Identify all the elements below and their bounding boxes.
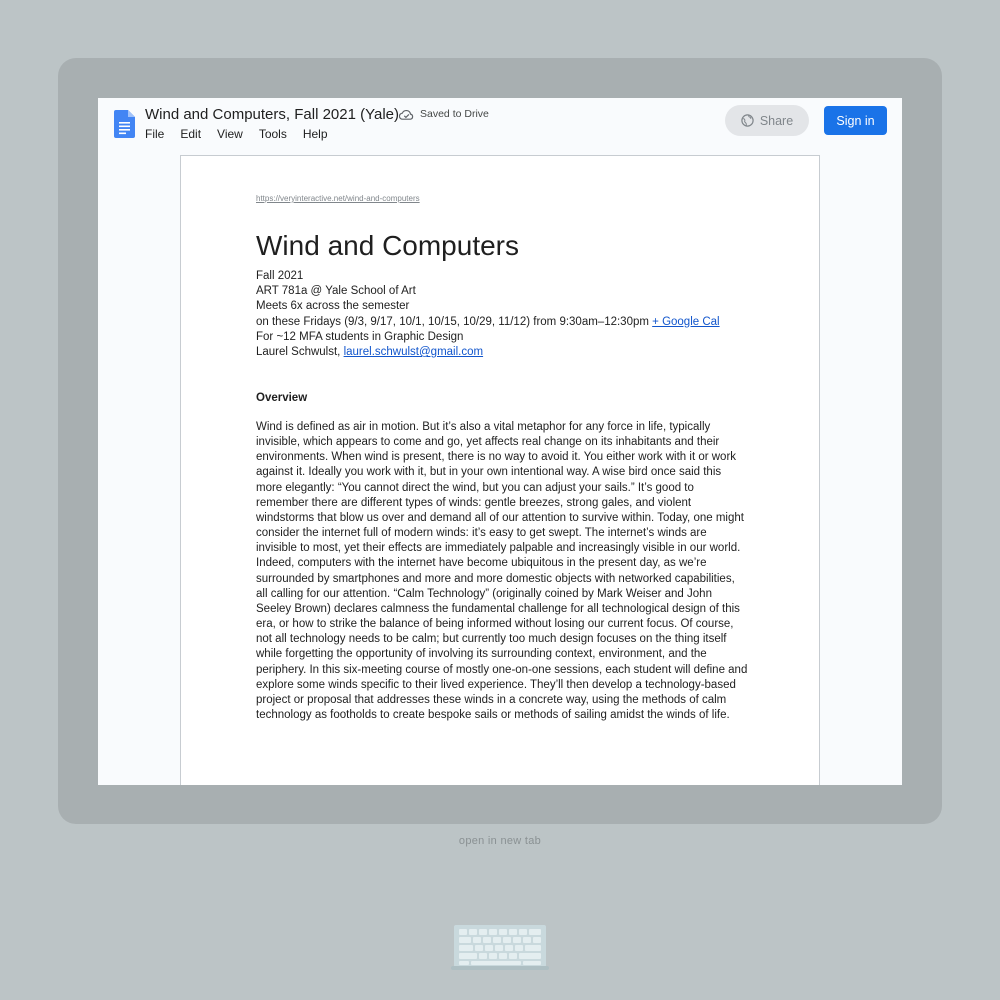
meta-dates: on these Fridays (9/3, 9/17, 10/1, 10/15, 10/29, 11/12) from 9:30am–12:30pm — [256, 315, 653, 328]
course-meta — [256, 269, 720, 360]
embedded-doc-viewer — [98, 98, 902, 785]
globe-icon — [741, 114, 754, 127]
meta-instructor-line — [256, 345, 720, 360]
sign-in-button[interactable]: Sign in — [824, 106, 887, 135]
overview-paragraph: Wind is defined as air in motion. But it’s also a vital metaphor for any force in life, typically invisible, which appears to come and go, yet affects real change on its inhabitants and their environments. When wind is present, there is no way to avoid it. You either work with it or work against it. Ideally you work with it, but in your own intentional way. A wise bird once said this more elegantly: “You cannot direct the wind, but you can adjust your sails.” It’s good to remember there are different types of winds: gentle breezes, strong gales, and violent windstorms that blow us over and demand all of our attention to survive within. Today, one might consider the internet full of modern winds: it’s easy to get swept. The internet’s winds are invisible to most, yet their effects are immediately palpable and increasingly visible in our world. Indeed, computers with the internet have become ubiquitous in the present day, as we’re surrounded by smartphones and more and more domestic objects with networked capabilities, all calling for our attention. “Calm Technology” (originally coined by Mark Weiser and John Seeley Brown) declares calmness the fundamental challenge for all technological design of this era, or how to strike the balance of being informed without losing our current focus. Of course, not all technology needs to be calm; but currently too much design focuses on the thing itself while forgetting the opportunity of involving its surrounding context, environment, and the periphery. In this six-meeting course of mostly one-on-one sessions, each student will define and explore some winds specific to their lived experience. They’ll then develop a technology-based project or proposal that addresses these winds in a concrete way, using the methods of calm technology as footholds to create bespoke sails or methods of sailing amidst the winds of life. — [256, 421, 748, 721]
save-status — [399, 108, 489, 120]
save-status-label: Saved to Drive — [420, 108, 489, 120]
menu-help[interactable]: Help — [302, 127, 328, 141]
meta-dates-line — [256, 315, 720, 330]
overview-heading: Overview — [256, 392, 308, 404]
docs-toolbar — [98, 98, 902, 154]
email-link[interactable]: laurel.schwulst@gmail.com — [343, 346, 484, 359]
docs-icon — [114, 110, 135, 138]
page-title: Wind and Computers — [256, 230, 520, 261]
share-button[interactable] — [725, 105, 809, 136]
open-in-new-tab-link[interactable] — [0, 835, 1000, 847]
meta-term: Fall 2021 — [256, 270, 304, 282]
menu-view[interactable]: View — [217, 127, 243, 141]
source-url-link[interactable]: https://veryinteractive.net/wind-and-computers — [256, 194, 420, 203]
cloud-done-icon — [399, 109, 414, 120]
menu-bar — [145, 127, 344, 141]
menu-tools[interactable]: Tools — [258, 127, 287, 141]
share-label: Share — [759, 113, 794, 128]
meta-audience: For ~12 MFA students in Graphic Design — [256, 330, 464, 343]
document-title: Wind and Computers, Fall 2021 (Yale) — [145, 106, 400, 123]
meta-instructor: Laurel Schwulst, — [256, 346, 344, 359]
google-cal-link[interactable]: + Google Cal — [652, 315, 720, 328]
keyboard-icon[interactable] — [451, 925, 549, 971]
menu-edit[interactable]: Edit — [180, 127, 202, 141]
menu-file[interactable]: File — [145, 127, 165, 141]
meta-course: ART 781a @ Yale School of Art — [256, 285, 416, 298]
open-in-new-tab-label: open in new tab — [458, 835, 542, 847]
meta-meets: Meets 6x across the semester — [256, 300, 410, 313]
document-page — [180, 155, 820, 785]
